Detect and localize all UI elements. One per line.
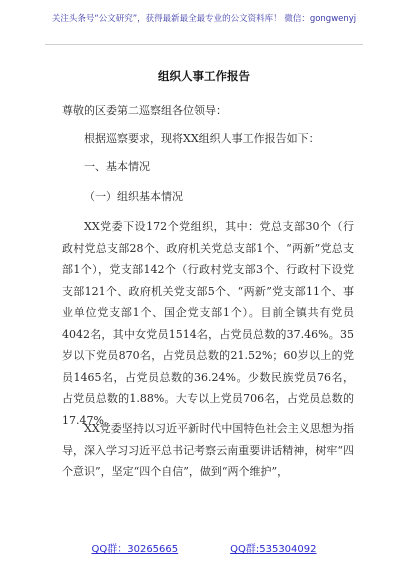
- intro-paragraph: 根据巡察要求，现将XX组织人事工作报告如下：: [84, 132, 320, 145]
- document-title: 组织人事工作报告: [158, 69, 250, 83]
- section-heading: 一、基本情况: [84, 160, 150, 173]
- footer-qq-group-2: QQ群:535304092: [230, 544, 317, 555]
- subsection-heading: （一）组织基本情况: [84, 190, 183, 203]
- salutation: 尊敬的区委第二巡察组各位领导：: [62, 104, 227, 117]
- footer-qq-group-1: QQ群：30265665: [91, 544, 179, 555]
- body-paragraph-second: XX党委坚持以习近平新时代中国特色社会主义思想为指导，深入学习习近平总书记考察云南重要讲话精神，树牢“四个意识”，坚定“四个自信”，做到“两个维护”，: [62, 422, 354, 478]
- header-divider: [45, 44, 363, 45]
- body-paragraph: XX党委下设172个党组织，其中：党总支部30个（行政村党总支部28个、政府机关党总支部1个、“两新”党总支部1个），党支部142个（行政村党支部3个、行政村下设党支部121个、政府机关党支部5个、“两新”党支部11个、事业单位党支部1个、国企党支部1个）。目前全镇共有党员4042名，其中女党员1514名，占党员总数的37.46%。35岁以下党员870名，占党员总数的21.52%；60岁以上的党员1465名，占党员总数的36.24%。少数民族党员76名，占党员总数的1.88%。大专以上党员706名，占党员总数的17.47%。: [62, 220, 354, 427]
- header-note: 关注头条号“公文研究”，获得最新最全最专业的公文资料库！ 微信：gongwenyj: [51, 14, 357, 24]
- footer: [0, 540, 408, 555]
